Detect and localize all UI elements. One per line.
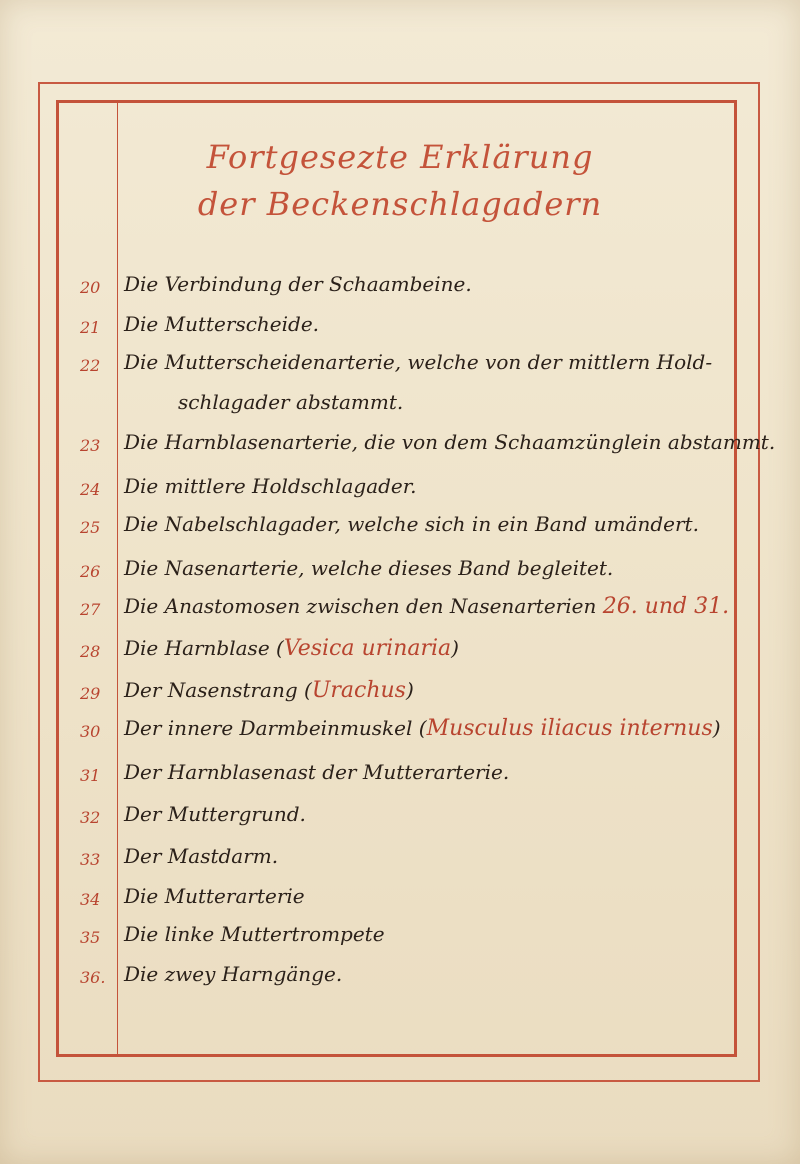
entry-latin-name: Vesica urinaria <box>283 636 452 661</box>
list-item <box>0 268 800 304</box>
entry-text <box>124 636 459 661</box>
page-subtitle: der Beckenschlagadern <box>197 185 603 223</box>
entry-number: 30 <box>80 722 101 741</box>
list-item <box>0 712 800 748</box>
entry-text-main: Die Harnblase ( <box>124 636 284 660</box>
entry-text: Die linke Muttertrompete <box>124 922 385 946</box>
entry-number: 36. <box>80 968 106 987</box>
list-item <box>0 552 800 588</box>
entry-number: 21 <box>80 318 101 337</box>
list-item <box>0 508 800 544</box>
entry-number: 22 <box>80 356 101 375</box>
entry-text: Der Muttergrund. <box>124 802 306 826</box>
entry-text: Die zwey Harngänge. <box>124 962 343 986</box>
page-title: Fortgesezte Erklärung <box>206 138 594 176</box>
entry-text: Die Mutterscheide. <box>124 312 320 336</box>
entry-latin-name: Urachus <box>311 678 406 703</box>
entry-text: Die mittlere Holdschlagader. <box>124 474 417 498</box>
entry-text: Die Nasenarterie, welche dieses Band begleitet. <box>124 556 614 580</box>
entry-text <box>124 678 414 703</box>
entry-text-tail: ) <box>712 716 721 740</box>
list-item <box>0 674 800 710</box>
list-item <box>0 470 800 506</box>
entry-text: Der Harnblasenast der Mutterarterie. <box>124 760 510 784</box>
list-item <box>0 346 800 382</box>
entry-text: Die Verbindung der Schaambeine. <box>124 272 472 296</box>
entry-text: Die Harnblasenarterie, die von dem Schaamzünglein abstammt. <box>124 430 776 454</box>
entry-text-main: Der innere Darmbeinmuskel ( <box>124 716 427 740</box>
entry-number: 31 <box>80 766 101 785</box>
entry-reference: 26. und 31. <box>602 594 730 619</box>
entry-text: Der Mastdarm. <box>124 844 279 868</box>
entry-number: 34 <box>80 890 101 909</box>
entry-text-main: Der Nasenstrang ( <box>124 678 312 702</box>
list-item <box>0 798 800 834</box>
list-item <box>0 590 800 626</box>
entry-text <box>124 594 729 619</box>
entry-number: 25 <box>80 518 101 537</box>
entry-text-main: Die Anastomosen zwischen den Nasenarterien <box>124 594 597 618</box>
entry-number: 33 <box>80 850 101 869</box>
list-item <box>0 308 800 344</box>
entry-number: 23 <box>80 436 101 455</box>
list-item <box>0 632 800 668</box>
list-item <box>0 840 800 876</box>
entry-latin-name: Musculus iliacus internus <box>426 716 713 741</box>
list-item-continuation <box>0 386 800 422</box>
list-item <box>0 756 800 792</box>
entry-text: Die Mutterarterie <box>124 884 305 908</box>
entry-number: 29 <box>80 684 101 703</box>
entry-number: 27 <box>80 600 101 619</box>
list-item <box>0 880 800 916</box>
entry-number: 20 <box>80 278 101 297</box>
entry-text: Die Nabelschlagader, welche sich in ein Band umändert. <box>124 512 699 536</box>
list-item <box>0 426 800 462</box>
entry-number: 28 <box>80 642 101 661</box>
entry-number: 35 <box>80 928 101 947</box>
list-item <box>0 918 800 954</box>
entry-number: 26 <box>80 562 101 581</box>
entry-text: Die Mutterscheidenarterie, welche von der mittlern Hold- <box>124 350 713 374</box>
entry-text-continuation: schlagader abstammt. <box>178 390 404 414</box>
entry-text <box>124 716 721 741</box>
entry-text-tail: ) <box>405 678 414 702</box>
list-item <box>0 958 800 994</box>
entry-number: 32 <box>80 808 101 827</box>
entry-number: 24 <box>80 480 101 499</box>
entry-text-tail: ) <box>451 636 459 660</box>
